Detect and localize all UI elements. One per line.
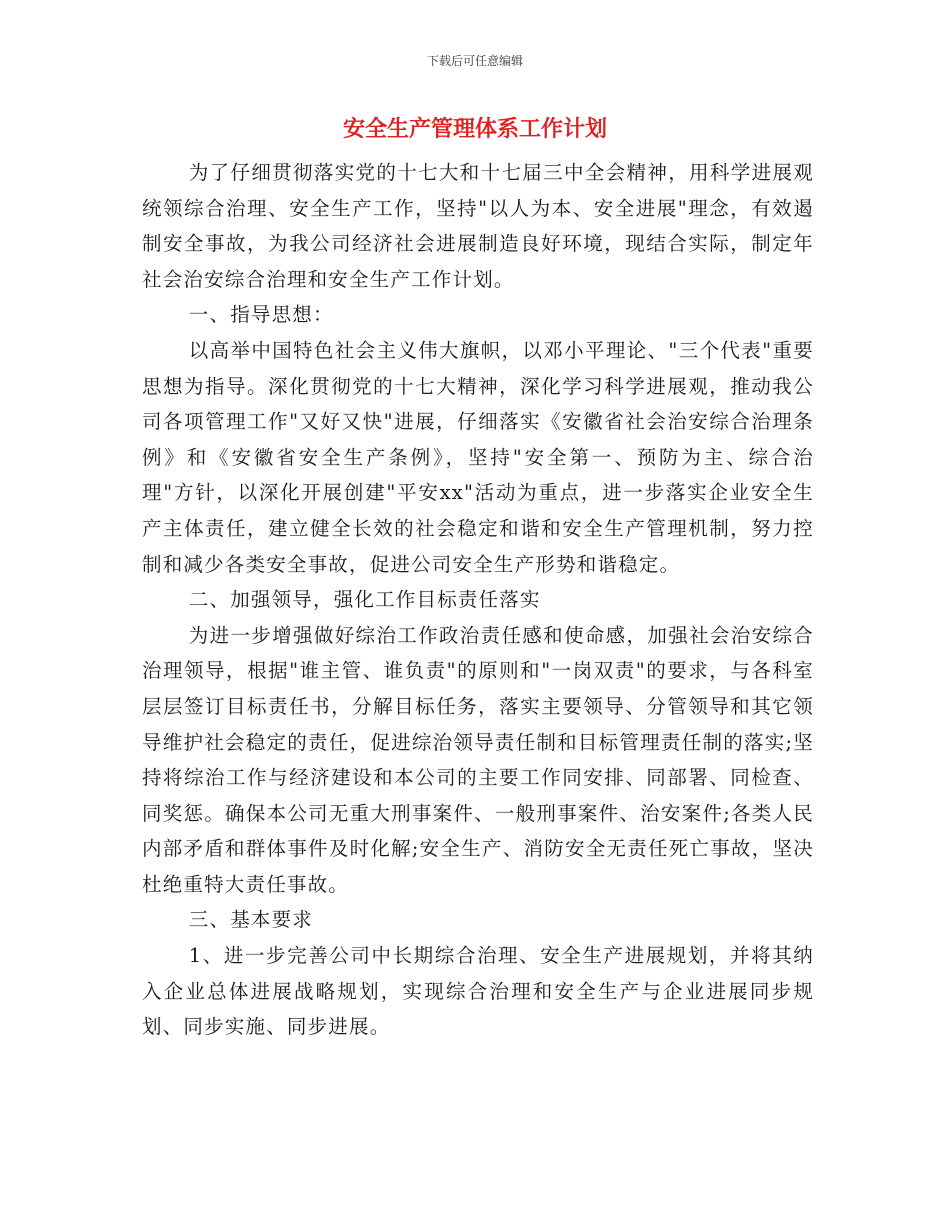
header-note: 下载后可任意编辑 bbox=[426, 54, 523, 68]
document-body bbox=[142, 155, 814, 1045]
requirement-paragraph-1: 1、进一步完善公司中长期综合治理、安全生产进展规划，并将其纳入企业总体进展战略规划，实现综合治理和安全生产与企业进展同步规划、同步实施、同步进展。 bbox=[142, 944, 814, 1039]
document-title: 安全生产管理体系工作计划 bbox=[342, 116, 607, 142]
intro-paragraph: 为了仔细贯彻落实党的十七大和十七届三中全会精神，用科学进展观统领综合治理、安全生产工作，坚持"以人为本、安全进展"理念，有效遏制安全事故，为我公司经济社会进展制造良好环境，现结合实际，制定年社会治安综合治理和安全生产工作计划。 bbox=[142, 161, 814, 291]
section-heading-1: 一、指导思想： bbox=[188, 303, 334, 327]
leadership-paragraph: 为进一步增强做好综治工作政治责任感和使命感，加强社会治安综合治理领导，根据"谁主管、谁负责"的原则和"一岗双责"的要求，与各科室层层签订目标责任书，分解目标任务，落实主要领导、分管领导和其它领导维护社会稳定的责任，促进综治领导责任制和目标管理责任制的落实;坚持将综治工作与经济建设和本公司的主要工作同安排、同部署、同检查、同奖惩。确保本公司无重大刑事案件、一般刑事案件、治安案件;各类人民内部矛盾和群体事件及时化解;安全生产、消防安全无责任死亡事故，坚决杜绝重特大责任事故。 bbox=[142, 623, 814, 896]
section-heading-2: 二、加强领导，强化工作目标责任落实 bbox=[188, 588, 541, 612]
section-heading-3: 三、基本要求 bbox=[188, 908, 313, 932]
guiding-thought-paragraph: 以高举中国特色社会主义伟大旗帜，以邓小平理论、"三个代表"重要思想为指导。深化贯彻党的十七大精神，深化学习科学进展观，推动我公司各项管理工作"又好又快"进展，仔细落实《安徽省社会治安综合治理条例》和《安徽省安全生产条例》，坚持"安全第一、预防为主、综合治理"方针，以深化开展创建"平安xx"活动为重点，进一步落实企业安全生产主体责任，建立健全长效的社会稳定和谐和安全生产管理机制，努力控制和减少各类安全事故，促进公司安全生产形势和谐稳定。 bbox=[142, 338, 814, 576]
